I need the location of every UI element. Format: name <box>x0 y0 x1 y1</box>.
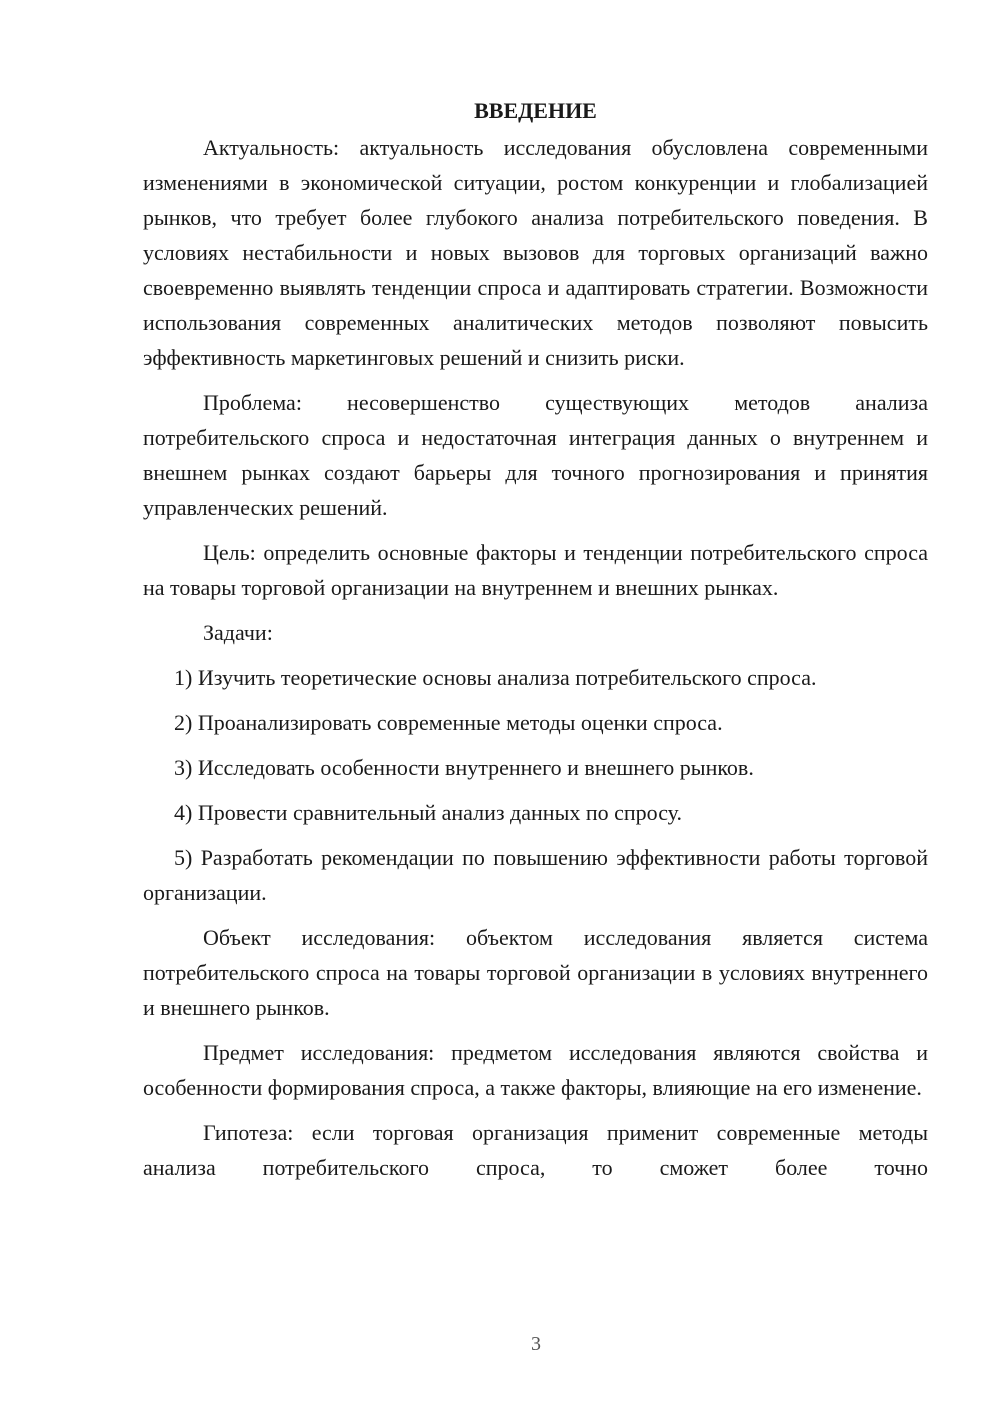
relevance-paragraph: Актуальность: актуальность исследования обусловлена современными изменениями в экономической ситуации, ростом конкуренции и глобализацией рынков, что требует более глубокого анализа потребительского поведения. В условиях нестабильности и новых вызовов для торговых организаций важно своевременно выявлять тенденции спроса и адаптировать стратегии. Возможности использования современных аналитических методов позволяют повысить эффективность маркетинговых решений и снизить риски. <box>143 135 928 370</box>
tasks-heading: Задачи: <box>203 620 273 645</box>
task-item-4: 4) Провести сравнительный анализ данных по спросу. <box>174 800 682 825</box>
task-item-2: 2) Проанализировать современные методы оценки спроса. <box>174 710 723 735</box>
goal-paragraph: Цель: определить основные факторы и тенденции потребительского спроса на товары торговой организации на внутреннем и внешних рынках. <box>143 540 928 600</box>
problem-paragraph: Проблема: несовершенство существующих методов анализа потребительского спроса и недостаточная интеграция данных о внутреннем и внешнем рынках создают барьеры для точного прогнозирования и принятия управленческих решений. <box>143 390 928 520</box>
task-item-5: 5) Разработать рекомендации по повышению эффективности работы торговой организации. <box>143 845 928 905</box>
section-title: ВВЕДЕНИЕ <box>474 98 597 123</box>
page-body <box>143 96 928 1195</box>
subject-paragraph: Предмет исследования: предметом исследования являются свойства и особенности формирования спроса, а также факторы, влияющие на его изменение. <box>143 1040 928 1100</box>
task-item-3: 3) Исследовать особенности внутреннего и внешнего рынков. <box>174 755 754 780</box>
hypothesis-paragraph: Гипотеза: если торговая организация применит современные методы анализа потребительского спроса, то сможет более точно <box>143 1120 928 1180</box>
task-item-1: 1) Изучить теоретические основы анализа потребительского спроса. <box>174 665 817 690</box>
page-number: 3 <box>531 1333 541 1355</box>
object-paragraph: Объект исследования: объектом исследования является система потребительского спроса на товары торговой организации в условиях внутреннего и внешнего рынков. <box>143 925 928 1020</box>
